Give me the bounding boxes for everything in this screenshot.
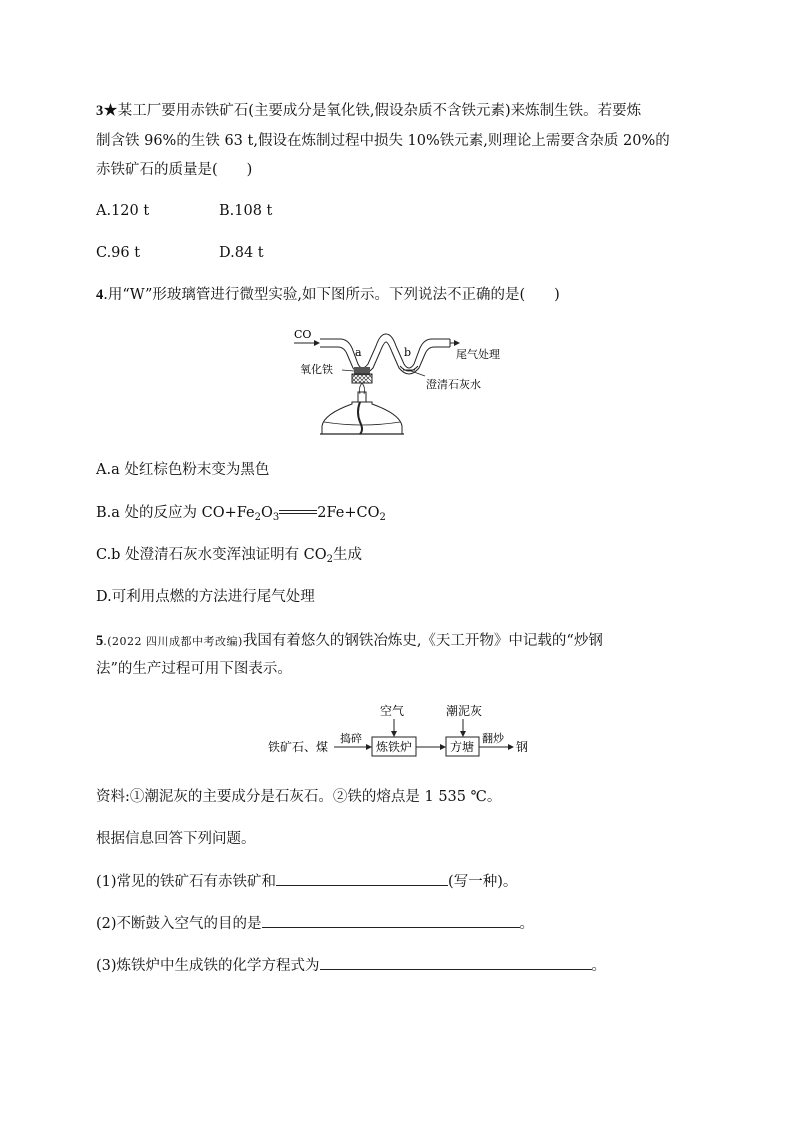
steelmaking-flow-diagram (268, 701, 538, 759)
q4-option-c[interactable]: C.b 处澄清石灰水变浑浊证明有 $CO_2$生成 (96, 547, 363, 565)
iron-oxide-label: 氧化铁 (300, 363, 333, 376)
q3-stem-line1: 某工厂要用赤铁矿石(主要成分是氧化铁,假设杂质不含铁元素)来炼制生铁。若要炼 (117, 103, 642, 119)
q5-number: 5 (96, 633, 104, 649)
point-a-label: a (355, 346, 362, 359)
q4-stem (96, 285, 560, 305)
q5-sub2: (2)不断鼓入空气的目的是 。 (96, 913, 534, 934)
q3-stem-line3: 赤铁矿石的质量是( ) (96, 162, 253, 178)
q3-number: 3 (96, 103, 104, 119)
flow-air: 空气 (380, 704, 405, 718)
point-b-label: b (404, 346, 412, 359)
q3-line1 (96, 101, 641, 121)
q3-option-d[interactable]: D.84 t (219, 245, 264, 261)
answer-blank-1[interactable] (276, 871, 448, 886)
q3-stem-line2: 制含铁 96%的生铁 63 t,假设在炼制过程中损失 10%铁元素,则理论上需要含杂质 20%的 (96, 133, 670, 149)
flow-box-furnace: 炼铁炉 (376, 740, 413, 754)
star-icon: ★ (103, 103, 118, 119)
q5-stem-line2: 法”的生产过程可用下图表示。 (96, 661, 292, 677)
q5-stem-line1: 5.(2022 四川成都中考改编)我国有着悠久的钢铁冶炼史,《天工开物》中记载的“炒钢 (96, 633, 603, 649)
q4-option-a[interactable]: A.a 处红棕色粉末变为黑色 (96, 462, 270, 478)
flow-lime: 潮泥灰 (446, 704, 483, 718)
flow-input: 铁矿石、煤 (268, 740, 329, 754)
q5-sub3: (3)炼铁炉中生成铁的化学方程式为 。 (96, 955, 606, 976)
tail-gas-label: 尾气处理 (456, 348, 500, 361)
q4-option-b[interactable]: B.a 处的反应为 $CO+Fe_2O_3$ $2Fe+CO_2$ (96, 505, 386, 523)
q5-sub1: (1)常见的铁矿石有赤铁矿和 (写一种)。 (96, 871, 517, 892)
limewater-label: 澄清石灰水 (426, 378, 481, 391)
answer-blank-3[interactable] (320, 955, 592, 970)
flow-step-crush: 捣碎 (340, 732, 362, 745)
q4-option-d[interactable]: D.可利用点燃的方法进行尾气处理 (96, 589, 315, 605)
flow-box-pond: 方塘 (450, 740, 475, 754)
q3-option-a[interactable]: A.120 t (96, 203, 150, 219)
q3-option-c[interactable]: C.96 t (96, 245, 141, 261)
w-tube-apparatus-figure (290, 326, 505, 438)
answer-blank-2[interactable] (262, 913, 520, 928)
flow-output: 钢 (516, 740, 529, 754)
q4-number: 4 (96, 287, 104, 303)
reaction-equals-sign (279, 507, 317, 519)
q5-instruction: 根据信息回答下列问题。 (96, 831, 256, 847)
co-label: CO (294, 328, 312, 341)
q5-info: 资料:①潮泥灰的主要成分是石灰石。②铁的熔点是 1 535 ℃。 (96, 789, 502, 805)
flow-step-stir: 翻炒 (482, 732, 504, 745)
q3-option-b[interactable]: B.108 t (219, 203, 273, 219)
q4-stem-text: .用“W”形玻璃管进行微型实验,如下图所示。下列说法不正确的是( ) (103, 287, 560, 303)
q5-source: .(2022 四川成都中考改编) (103, 635, 243, 648)
